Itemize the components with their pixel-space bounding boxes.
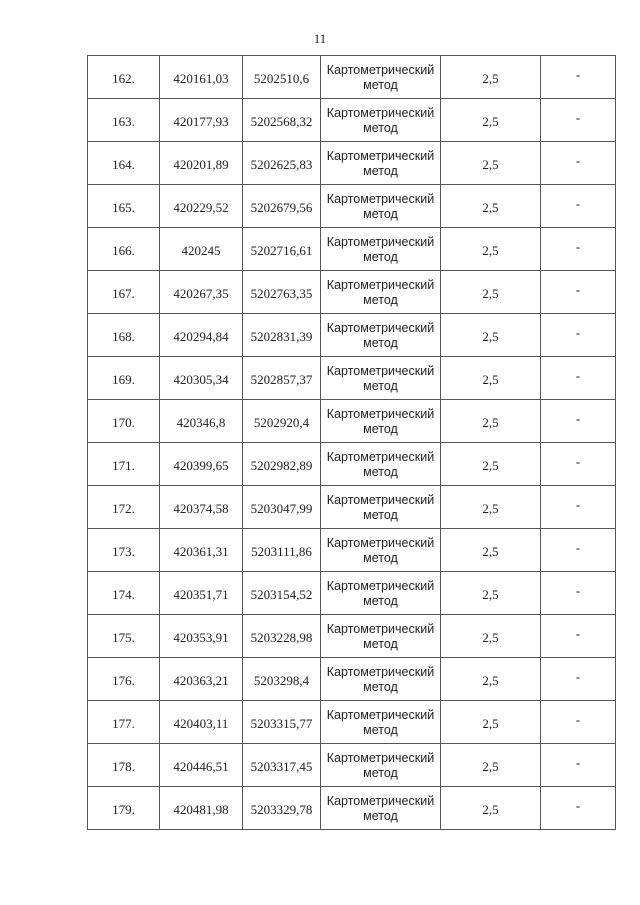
table-row: [88, 486, 616, 529]
point-number-cell: 176.: [88, 658, 160, 701]
note-cell: -: [541, 99, 616, 142]
method-line-1: Картометрический: [326, 751, 435, 765]
note-cell: -: [541, 572, 616, 615]
point-number-cell: 165.: [88, 185, 160, 228]
note-cell: -: [541, 744, 616, 787]
method-cell: [321, 443, 441, 486]
method-line-1: Картометрический: [326, 364, 435, 378]
method-line-1: Картометрический: [326, 450, 435, 464]
note-cell: -: [541, 701, 616, 744]
method-line-2: метод: [363, 809, 398, 823]
accuracy-cell: 2,5: [441, 357, 541, 400]
point-number-cell: 168.: [88, 314, 160, 357]
point-number-cell: 166.: [88, 228, 160, 271]
method-line-1: Картометрический: [326, 192, 435, 206]
method-cell: [321, 529, 441, 572]
x-coordinate-cell: 420403,11: [160, 701, 243, 744]
table-row: [88, 615, 616, 658]
accuracy-cell: 2,5: [441, 615, 541, 658]
accuracy-cell: 2,5: [441, 400, 541, 443]
point-number-cell: 164.: [88, 142, 160, 185]
y-coordinate-cell: 5202716,61: [243, 228, 321, 271]
x-coordinate-cell: 420363,21: [160, 658, 243, 701]
table-row: [88, 400, 616, 443]
method-line-1: Картометрический: [326, 794, 435, 808]
method-cell: [321, 99, 441, 142]
table-row: [88, 142, 616, 185]
y-coordinate-cell: 5203047,99: [243, 486, 321, 529]
y-coordinate-cell: 5203317,45: [243, 744, 321, 787]
x-coordinate-cell: 420245: [160, 228, 243, 271]
x-coordinate-cell: 420161,03: [160, 56, 243, 99]
point-number-cell: 172.: [88, 486, 160, 529]
note-cell: -: [541, 314, 616, 357]
note-cell: -: [541, 658, 616, 701]
table-row: [88, 443, 616, 486]
method-line-1: Картометрический: [326, 149, 435, 163]
y-coordinate-cell: 5203329,78: [243, 787, 321, 830]
y-coordinate-cell: 5202763,35: [243, 271, 321, 314]
accuracy-cell: 2,5: [441, 142, 541, 185]
method-line-2: метод: [363, 508, 398, 522]
method-line-1: Картометрический: [326, 278, 435, 292]
table-row: [88, 314, 616, 357]
table-row: [88, 99, 616, 142]
note-cell: -: [541, 56, 616, 99]
accuracy-cell: 2,5: [441, 271, 541, 314]
method-cell: [321, 615, 441, 658]
y-coordinate-cell: 5203228,98: [243, 615, 321, 658]
method-line-2: метод: [363, 78, 398, 92]
table-row: [88, 658, 616, 701]
note-cell: -: [541, 271, 616, 314]
y-coordinate-cell: 5202920,4: [243, 400, 321, 443]
x-coordinate-cell: 420361,31: [160, 529, 243, 572]
note-cell: -: [541, 443, 616, 486]
y-coordinate-cell: 5203298,4: [243, 658, 321, 701]
method-cell: [321, 572, 441, 615]
x-coordinate-cell: 420446,51: [160, 744, 243, 787]
note-cell: -: [541, 185, 616, 228]
coordinates-table-body: [88, 56, 616, 830]
accuracy-cell: 2,5: [441, 228, 541, 271]
method-cell: [321, 400, 441, 443]
method-line-1: Картометрический: [326, 622, 435, 636]
x-coordinate-cell: 420294,84: [160, 314, 243, 357]
point-number-cell: 175.: [88, 615, 160, 658]
method-line-2: метод: [363, 766, 398, 780]
point-number-cell: 167.: [88, 271, 160, 314]
method-line-1: Картометрический: [326, 235, 435, 249]
method-cell: [321, 486, 441, 529]
method-line-2: метод: [363, 336, 398, 350]
note-cell: -: [541, 228, 616, 271]
method-line-1: Картометрический: [326, 321, 435, 335]
x-coordinate-cell: 420305,34: [160, 357, 243, 400]
method-cell: [321, 185, 441, 228]
table-row: [88, 185, 616, 228]
point-number-cell: 173.: [88, 529, 160, 572]
method-line-2: метод: [363, 637, 398, 651]
table-row: [88, 572, 616, 615]
method-line-1: Картометрический: [326, 536, 435, 550]
x-coordinate-cell: 420267,35: [160, 271, 243, 314]
note-cell: -: [541, 787, 616, 830]
table-row: [88, 228, 616, 271]
method-line-2: метод: [363, 551, 398, 565]
x-coordinate-cell: 420374,58: [160, 486, 243, 529]
y-coordinate-cell: 5203315,77: [243, 701, 321, 744]
y-coordinate-cell: 5203154,52: [243, 572, 321, 615]
x-coordinate-cell: 420177,93: [160, 99, 243, 142]
method-cell: [321, 56, 441, 99]
method-line-2: метод: [363, 121, 398, 135]
note-cell: -: [541, 486, 616, 529]
y-coordinate-cell: 5202568,32: [243, 99, 321, 142]
y-coordinate-cell: 5202857,37: [243, 357, 321, 400]
x-coordinate-cell: 420346,8: [160, 400, 243, 443]
method-cell: [321, 658, 441, 701]
point-number-cell: 174.: [88, 572, 160, 615]
method-line-2: метод: [363, 379, 398, 393]
method-line-2: метод: [363, 164, 398, 178]
table-row: [88, 744, 616, 787]
method-cell: [321, 228, 441, 271]
y-coordinate-cell: 5202679,56: [243, 185, 321, 228]
y-coordinate-cell: 5202982,89: [243, 443, 321, 486]
point-number-cell: 171.: [88, 443, 160, 486]
note-cell: -: [541, 615, 616, 658]
accuracy-cell: 2,5: [441, 787, 541, 830]
point-number-cell: 169.: [88, 357, 160, 400]
x-coordinate-cell: 420481,98: [160, 787, 243, 830]
method-line-1: Картометрический: [326, 579, 435, 593]
method-cell: [321, 701, 441, 744]
accuracy-cell: 2,5: [441, 185, 541, 228]
y-coordinate-cell: 5202625,83: [243, 142, 321, 185]
coordinates-table: [87, 55, 616, 830]
method-cell: [321, 271, 441, 314]
method-line-2: метод: [363, 594, 398, 608]
method-line-2: метод: [363, 465, 398, 479]
note-cell: -: [541, 357, 616, 400]
point-number-cell: 178.: [88, 744, 160, 787]
note-cell: -: [541, 529, 616, 572]
table-row: [88, 271, 616, 314]
method-line-2: метод: [363, 723, 398, 737]
point-number-cell: 163.: [88, 99, 160, 142]
accuracy-cell: 2,5: [441, 486, 541, 529]
note-cell: -: [541, 142, 616, 185]
method-line-2: метод: [363, 680, 398, 694]
method-line-1: Картометрический: [326, 407, 435, 421]
method-line-1: Картометрический: [326, 63, 435, 77]
accuracy-cell: 2,5: [441, 744, 541, 787]
method-line-2: метод: [363, 207, 398, 221]
accuracy-cell: 2,5: [441, 701, 541, 744]
method-line-1: Картометрический: [326, 106, 435, 120]
table-row: [88, 357, 616, 400]
method-line-2: метод: [363, 293, 398, 307]
method-line-2: метод: [363, 250, 398, 264]
x-coordinate-cell: 420201,89: [160, 142, 243, 185]
point-number-cell: 162.: [88, 56, 160, 99]
accuracy-cell: 2,5: [441, 56, 541, 99]
table-row: [88, 701, 616, 744]
method-cell: [321, 357, 441, 400]
point-number-cell: 177.: [88, 701, 160, 744]
method-cell: [321, 142, 441, 185]
method-cell: [321, 787, 441, 830]
accuracy-cell: 2,5: [441, 443, 541, 486]
accuracy-cell: 2,5: [441, 658, 541, 701]
x-coordinate-cell: 420353,91: [160, 615, 243, 658]
table-row: [88, 787, 616, 830]
accuracy-cell: 2,5: [441, 572, 541, 615]
accuracy-cell: 2,5: [441, 99, 541, 142]
x-coordinate-cell: 420399,65: [160, 443, 243, 486]
y-coordinate-cell: 5203111,86: [243, 529, 321, 572]
method-line-1: Картометрический: [326, 493, 435, 507]
note-cell: -: [541, 400, 616, 443]
method-cell: [321, 744, 441, 787]
accuracy-cell: 2,5: [441, 314, 541, 357]
table-row: [88, 529, 616, 572]
y-coordinate-cell: 5202831,39: [243, 314, 321, 357]
point-number-cell: 170.: [88, 400, 160, 443]
accuracy-cell: 2,5: [441, 529, 541, 572]
point-number-cell: 179.: [88, 787, 160, 830]
page-number: 11: [313, 31, 327, 46]
method-line-2: метод: [363, 422, 398, 436]
table-row: [88, 56, 616, 99]
method-line-1: Картометрический: [326, 665, 435, 679]
x-coordinate-cell: 420351,71: [160, 572, 243, 615]
method-cell: [321, 314, 441, 357]
x-coordinate-cell: 420229,52: [160, 185, 243, 228]
method-line-1: Картометрический: [326, 708, 435, 722]
y-coordinate-cell: 5202510,6: [243, 56, 321, 99]
